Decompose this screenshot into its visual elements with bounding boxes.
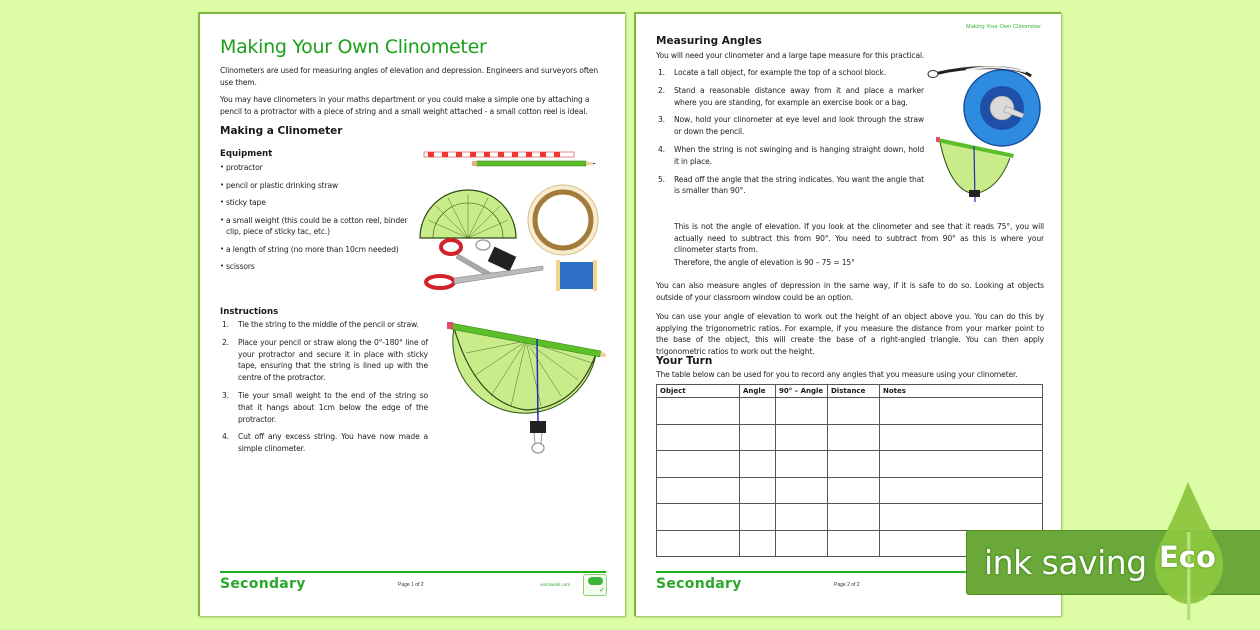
intro-paragraph-1: Clinometers are used for measuring angles of elevation and depression. Engineers and surveyors often use them. xyxy=(220,66,599,87)
table-cell[interactable] xyxy=(776,398,828,425)
column-header: Angle xyxy=(740,385,776,398)
footer-page-number: Page 2 of 2 xyxy=(834,582,860,588)
measuring-steps-list xyxy=(656,67,924,203)
your-turn-intro: The table below can be used for you to record any angles that you measure using your clinometer. xyxy=(656,370,1018,379)
table-cell[interactable] xyxy=(740,477,776,504)
trigonometry-paragraph: You can use your angle of elevation to work out the height of an object above you. You can do this by applying the trigonometric ratios. For example, if you measure the distance from your marker point to the base of the object, this will create the base of a right-angled triangle. You can then apply trigonometric ratios to work out the height. xyxy=(656,312,1044,356)
table-cell[interactable] xyxy=(740,451,776,478)
table-cell[interactable] xyxy=(657,424,740,451)
column-header: 90° – Angle xyxy=(776,385,828,398)
equipment-illustration xyxy=(418,150,608,295)
ink-saving-label: ink saving xyxy=(984,543,1147,582)
equipment-heading: Equipment xyxy=(220,149,273,159)
measuring-intro: You will need your clinometer and a large tape measure for this practical. xyxy=(656,51,925,60)
instructions-list xyxy=(220,319,428,461)
table-cell[interactable] xyxy=(740,530,776,557)
intro-paragraph-2: You may have clinometers in your maths department or you could make a simple one by attaching a pencil to a protractor with a piece of string and a small weight attached - a small cotton reel is ideal. xyxy=(220,95,590,116)
twinkl-logo-icon xyxy=(588,577,603,585)
table-row xyxy=(657,451,1043,478)
instructions-heading: Instructions xyxy=(220,307,279,317)
table-cell[interactable] xyxy=(880,477,1043,504)
table-header-row xyxy=(657,385,1043,398)
equipment-item: • a length of string (no more than 10cm needed) xyxy=(220,244,410,256)
table-cell[interactable] xyxy=(657,530,740,557)
table-cell[interactable] xyxy=(657,504,740,531)
measuring-step: 3. Now, hold your clinometer at eye level and look through the straw or down the pencil. xyxy=(658,115,924,137)
clinometer-illustration xyxy=(446,308,606,463)
table-cell[interactable] xyxy=(740,424,776,451)
table-cell[interactable] xyxy=(828,451,880,478)
footer-rule xyxy=(220,571,606,573)
table-cell[interactable] xyxy=(740,504,776,531)
your-turn-heading: Your Turn xyxy=(656,355,713,367)
footer-level: Secondary xyxy=(220,576,306,592)
table-cell[interactable] xyxy=(776,530,828,557)
table-cell[interactable] xyxy=(880,451,1043,478)
equipment-item: • protractor xyxy=(220,162,410,174)
measuring-step: 1. Locate a tall object, for example the top of a school block. xyxy=(658,68,887,77)
table-cell[interactable] xyxy=(880,504,1043,531)
table-cell[interactable] xyxy=(657,398,740,425)
worksheet-page-1 xyxy=(198,12,625,616)
elevation-calculation: Therefore, the angle of elevation is 90 – 75 = 15° xyxy=(674,258,855,267)
elevation-note: This is not the angle of elevation. If you look at the clinometer and see that it reads 75°, you will actually need to subtract this from 90°. You need to subtract from 90° as this is where your clinometer starts from. xyxy=(674,222,1044,254)
twinkl-logo-badge xyxy=(583,574,607,596)
equipment-item: • a small weight (this could be a cotton reel, binder clip, piece of sticky tac, etc.) xyxy=(220,215,410,238)
table-row xyxy=(657,477,1043,504)
table-cell[interactable] xyxy=(776,477,828,504)
depression-paragraph: You can also measure angles of depression in the same way, if it is safe to do so. Looking at objects outside of your classroom window could be an option. xyxy=(656,281,1044,302)
page-title: Making Your Own Clinometer xyxy=(220,36,487,58)
table-row xyxy=(657,398,1043,425)
table-cell[interactable] xyxy=(657,451,740,478)
table-cell[interactable] xyxy=(828,398,880,425)
footer-page-number: Page 1 of 2 xyxy=(398,582,424,588)
table-cell[interactable] xyxy=(880,424,1043,451)
instruction-step: 3. Tie your small weight to the end of the string so that it hangs about 1cm below the edge of the protractor. xyxy=(222,390,428,424)
column-header: Distance xyxy=(828,385,880,398)
table-cell[interactable] xyxy=(740,398,776,425)
table-cell[interactable] xyxy=(776,424,828,451)
equipment-item: • pencil or plastic drinking straw xyxy=(220,180,410,192)
table-cell[interactable] xyxy=(828,504,880,531)
equipment-item: • sticky tape xyxy=(220,197,410,209)
measuring-step: 2. Stand a reasonable distance away from it and place a marker where you are standing, for example an exercise book or a bag. xyxy=(658,85,924,107)
table-cell[interactable] xyxy=(880,398,1043,425)
instruction-step: 1. Tie the string to the middle of the pencil or straw. xyxy=(222,320,419,329)
footer-site-link[interactable]: visit twinkl.com xyxy=(540,582,571,587)
measuring-step: 4. When the string is not swinging and is hanging straight down, hold it in place. xyxy=(658,144,924,166)
eco-badge-label: Eco xyxy=(1159,540,1216,574)
tape-measure-illustration xyxy=(926,62,1046,202)
table-cell[interactable] xyxy=(657,477,740,504)
footer-level: Secondary xyxy=(656,576,742,592)
checkmark-icon: ✓ xyxy=(599,587,605,594)
column-header: Notes xyxy=(880,385,1043,398)
table-cell[interactable] xyxy=(828,424,880,451)
equipment-item: • scissors xyxy=(220,261,410,273)
table-cell[interactable] xyxy=(776,451,828,478)
column-header: Object xyxy=(657,385,740,398)
measuring-step: 5. Read off the angle that the string indicates. You want the angle that is smaller than 90°. xyxy=(658,174,924,196)
instruction-step: 2. Place your pencil or straw along the 0°-180° line of your protractor and secure it in place with sticky tape, ensuring that the string is lined up with the centre of the protractor. xyxy=(222,337,428,383)
worksheet-page-2 xyxy=(634,12,1061,616)
table-cell[interactable] xyxy=(828,530,880,557)
section-heading: Making a Clinometer xyxy=(220,125,343,137)
table-row xyxy=(657,424,1043,451)
table-row xyxy=(657,504,1043,531)
measuring-angles-heading: Measuring Angles xyxy=(656,35,762,47)
instruction-step: 4. Cut off any excess string. You have now made a simple clinometer. xyxy=(222,432,428,454)
equipment-list xyxy=(220,162,410,279)
table-cell[interactable] xyxy=(776,504,828,531)
table-cell[interactable] xyxy=(828,477,880,504)
running-header: Making Your Own Clinometer xyxy=(965,24,1041,30)
